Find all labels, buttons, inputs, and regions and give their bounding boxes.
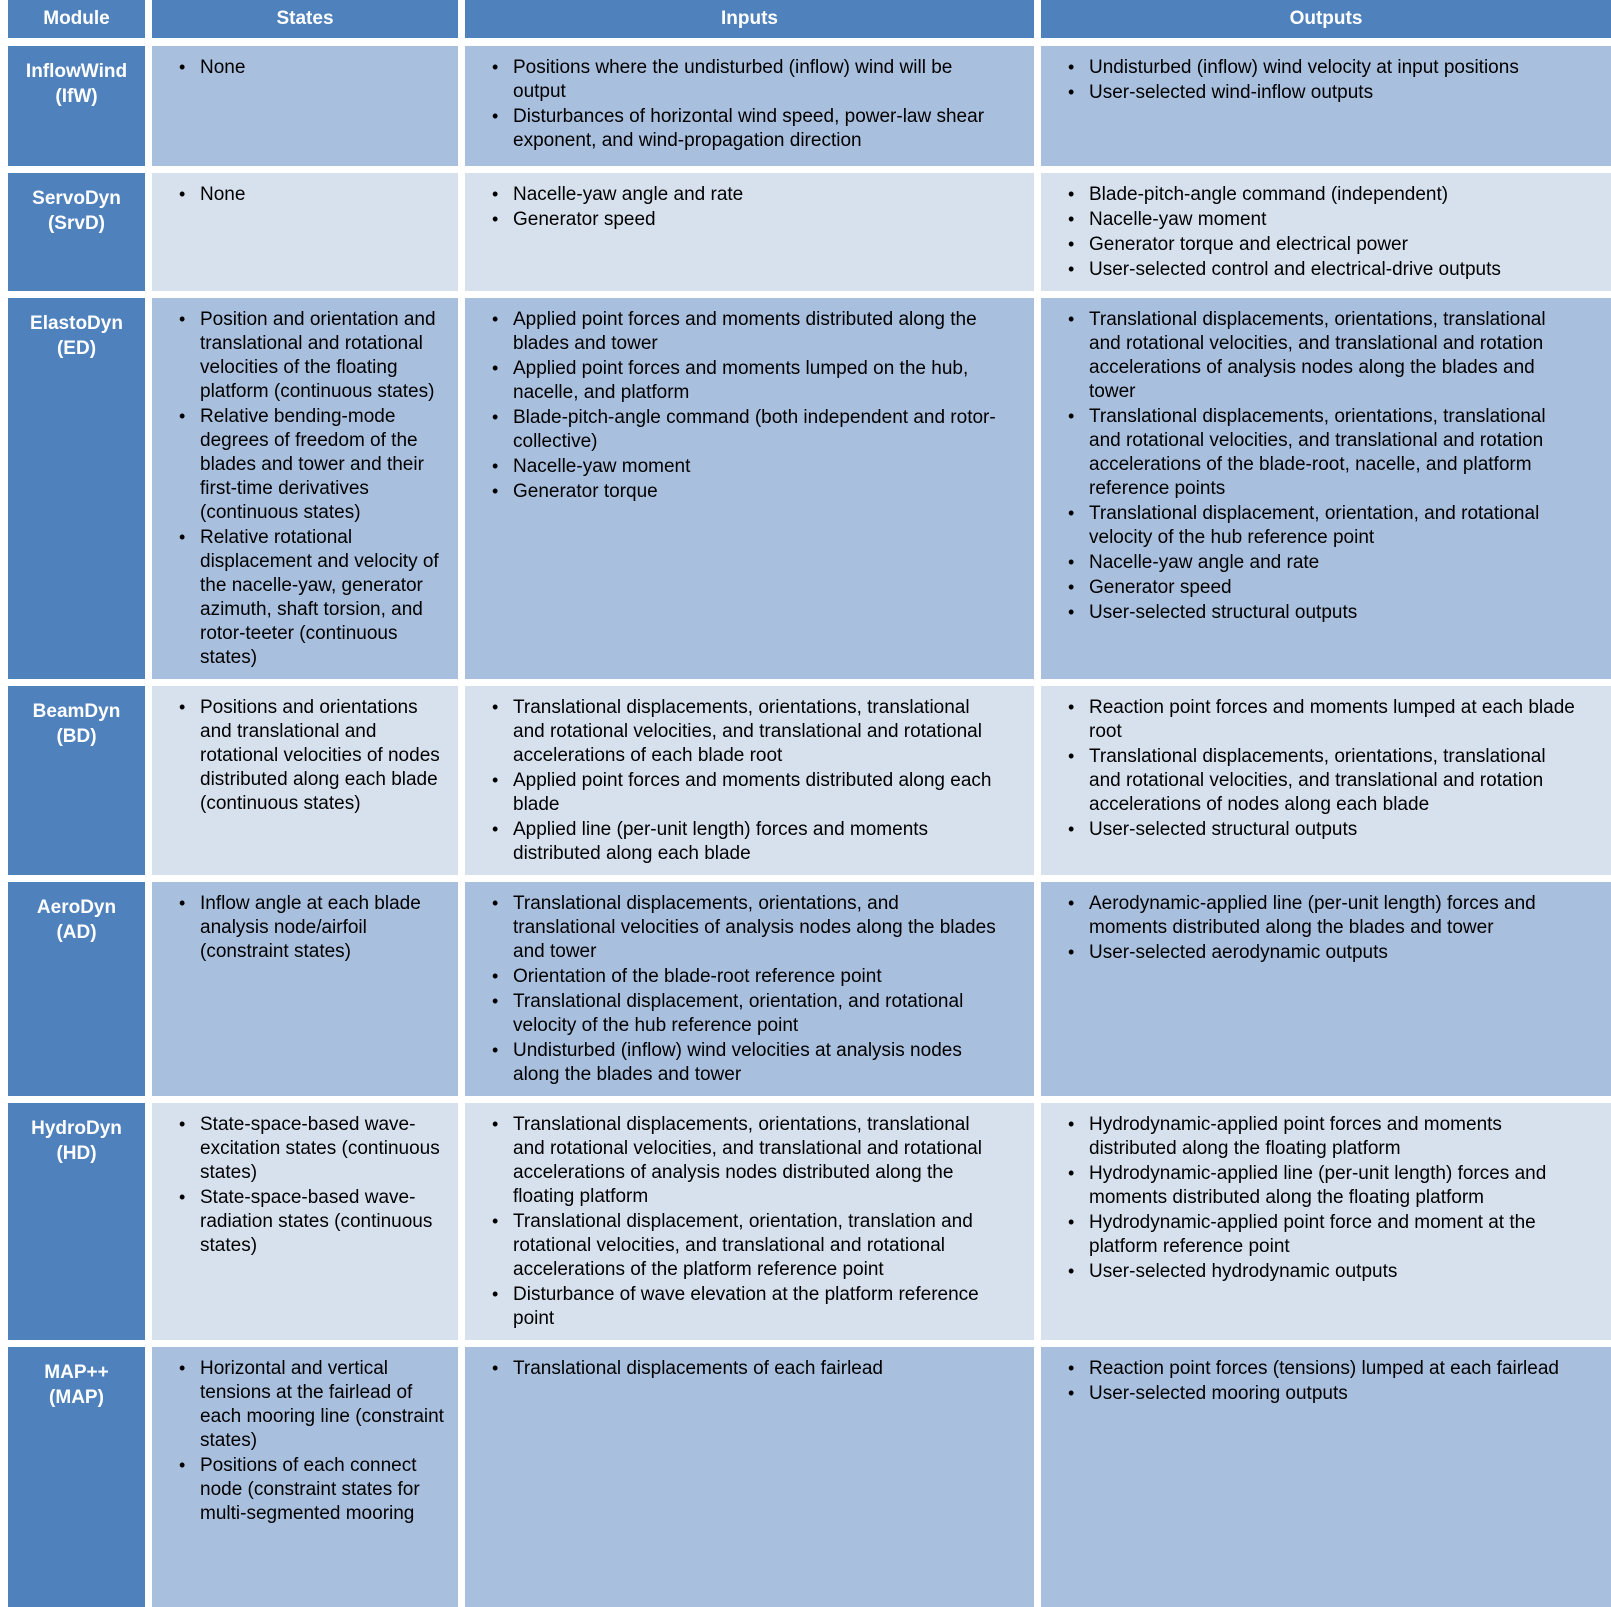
outputs-cell: [1041, 1347, 1611, 1607]
bullet-item: • Disturbance of wave elevation at the platform reference point: [485, 1283, 1004, 1331]
outputs-cell: [1041, 298, 1611, 679]
outputs-cell: [1041, 173, 1611, 291]
outputs-list: [1061, 696, 1575, 842]
bullet-item: • Applied point forces and moments distributed along the blades and tower: [485, 308, 1004, 356]
table-row: [8, 298, 1611, 679]
table-row: [8, 882, 1611, 1096]
bullet-item: • None: [172, 183, 450, 207]
bullet-item: • Reaction point forces (tensions) lumped at each fairlead: [1061, 1357, 1575, 1381]
bullet-item: • Applied point forces and moments distributed along each blade: [485, 769, 1004, 817]
outputs-list: [1061, 1357, 1575, 1406]
outputs-cell: [1041, 882, 1611, 1096]
bullet-item: • Translational displacements, orientations, and translational velocities of analysis nodes along the blades and tower: [485, 892, 1004, 964]
inputs-list: [485, 308, 1004, 504]
module-abbr: (ED): [56, 338, 97, 359]
outputs-list: [1061, 308, 1575, 625]
module-cell: [8, 46, 145, 166]
bullet-item: • Generator torque: [485, 480, 1004, 504]
bullet-item: • Hydrodynamic-applied point forces and moments distributed along the floating platform: [1061, 1113, 1575, 1161]
module-abbr: (BD): [56, 726, 97, 747]
bullet-item: • Inflow angle at each blade analysis node/airfoil (constraint states): [172, 892, 450, 964]
bullet-item: • Translational displacements, orientations, translational and rotational velocities, and translational and rotation accelerations of nodes along each blade: [1061, 745, 1575, 817]
states-list: [172, 892, 450, 964]
module-name: MAP++: [44, 1362, 109, 1383]
inputs-cell: [465, 1103, 1034, 1340]
bullet-item: • State-space-based wave-excitation states (continuous states): [172, 1113, 450, 1185]
table-body: [8, 46, 1611, 1607]
module-abbr: (HD): [56, 1143, 97, 1164]
inputs-cell: [465, 882, 1034, 1096]
outputs-list: [1061, 1113, 1575, 1284]
outputs-cell: [1041, 1103, 1611, 1340]
states-list: [172, 1357, 450, 1526]
states-cell: [152, 1347, 458, 1607]
inputs-list: [485, 1113, 1004, 1331]
bullet-item: • Translational displacements, orientations, translational and rotational velocities, and translational and rotational accelerations of each blade root: [485, 696, 1004, 768]
bullet-item: • Nacelle-yaw angle and rate: [1061, 551, 1575, 575]
bullet-item: • Relative rotational displacement and velocity of the nacelle-yaw, generator azimuth, shaft torsion, and rotor-teeter (continuous states): [172, 526, 450, 670]
bullet-item: • User-selected mooring outputs: [1061, 1382, 1575, 1406]
states-cell: [152, 686, 458, 875]
bullet-item: • Blade-pitch-angle command (independent): [1061, 183, 1575, 207]
bullet-item: • Generator speed: [485, 208, 1004, 232]
bullet-item: • Positions and orientations and translational and rotational velocities of nodes distributed along each blade (continuous states): [172, 696, 450, 816]
bullet-item: • Applied point forces and moments lumped on the hub, nacelle, and platform: [485, 357, 1004, 405]
bullet-item: • User-selected control and electrical-drive outputs: [1061, 258, 1575, 282]
module-abbr: (MAP): [49, 1387, 104, 1408]
header-cell-inputs: Inputs: [465, 0, 1034, 38]
states-list: [172, 183, 450, 207]
module-cell: [8, 1347, 145, 1607]
bullet-item: • User-selected structural outputs: [1061, 818, 1575, 842]
module-abbr: (SrvD): [47, 213, 105, 234]
bullet-item: • Generator torque and electrical power: [1061, 233, 1575, 257]
bullet-item: • Hydrodynamic-applied line (per-unit length) forces and moments distributed along the floating platform: [1061, 1162, 1575, 1210]
inputs-list: [485, 892, 1004, 1087]
header-cell-outputs: Outputs: [1041, 0, 1611, 38]
states-cell: [152, 298, 458, 679]
bullet-item: • Translational displacements, orientations, translational and rotational velocities, and translational and rotation accelerations of the blade-root, nacelle, and platform reference points: [1061, 405, 1575, 501]
module-cell: [8, 882, 145, 1096]
table-row: [8, 1347, 1611, 1607]
states-cell: [152, 173, 458, 291]
bullet-item: • Relative bending-mode degrees of freedom of the blades and tower and their first-time derivatives (continuous states): [172, 405, 450, 525]
states-cell: [152, 1103, 458, 1340]
inputs-cell: [465, 686, 1034, 875]
table-row: [8, 173, 1611, 291]
bullet-item: • User-selected hydrodynamic outputs: [1061, 1260, 1575, 1284]
table-header-row: [8, 0, 1611, 38]
bullet-item: • Nacelle-yaw angle and rate: [485, 183, 1004, 207]
outputs-cell: [1041, 686, 1611, 875]
bullet-item: • Translational displacements, orientations, translational and rotational velocities, and translational and rotation accelerations of analysis nodes along the blades and tower: [1061, 308, 1575, 404]
module-cell: [8, 173, 145, 291]
bullet-item: • User-selected structural outputs: [1061, 601, 1575, 625]
inputs-cell: [465, 298, 1034, 679]
bullet-item: • Nacelle-yaw moment: [485, 455, 1004, 479]
module-name: AeroDyn: [36, 897, 117, 918]
inputs-cell: [465, 1347, 1034, 1607]
inputs-list: [485, 1357, 1004, 1381]
states-cell: [152, 46, 458, 166]
bullet-item: • Translational displacements, orientations, translational and rotational velocities, and translational and rotational accelerations of analysis nodes distributed along the floating platform: [485, 1113, 1004, 1209]
bullet-item: • User-selected aerodynamic outputs: [1061, 941, 1575, 965]
bullet-item: • None: [172, 56, 450, 80]
module-name: ServoDyn: [32, 188, 121, 209]
states-list: [172, 696, 450, 816]
module-name: HydroDyn: [31, 1118, 122, 1139]
bullet-item: • User-selected wind-inflow outputs: [1061, 81, 1575, 105]
outputs-list: [1061, 56, 1575, 105]
bullet-item: • Nacelle-yaw moment: [1061, 208, 1575, 232]
bullet-item: • State-space-based wave-radiation states (continuous states): [172, 1186, 450, 1258]
module-abbr: (IfW): [55, 86, 98, 107]
bullet-item: • Aerodynamic-applied line (per-unit length) forces and moments distributed along the blades and tower: [1061, 892, 1575, 940]
bullet-item: • Orientation of the blade-root reference point: [485, 965, 1004, 989]
module-name: BeamDyn: [32, 701, 121, 722]
outputs-list: [1061, 183, 1575, 282]
module-cell: [8, 686, 145, 875]
inputs-cell: [465, 173, 1034, 291]
bullet-item: • Translational displacement, orientation, and rotational velocity of the hub reference point: [485, 990, 1004, 1038]
states-cell: [152, 882, 458, 1096]
bullet-item: • Undisturbed (inflow) wind velocity at input positions: [1061, 56, 1575, 80]
bullet-item: • Undisturbed (inflow) wind velocities at analysis nodes along the blades and tower: [485, 1039, 1004, 1087]
inputs-list: [485, 183, 1004, 232]
bullet-item: • Blade-pitch-angle command (both independent and rotor-collective): [485, 406, 1004, 454]
module-abbr: (AD): [56, 922, 97, 943]
module-cell: [8, 1103, 145, 1340]
module-name: InflowWind: [25, 61, 128, 82]
bullet-item: • Horizontal and vertical tensions at the fairlead of each mooring line (constraint states): [172, 1357, 450, 1453]
inputs-list: [485, 56, 1004, 153]
header-cell-states: States: [152, 0, 458, 38]
table-row: [8, 1103, 1611, 1340]
bullet-item: • Reaction point forces and moments lumped at each blade root: [1061, 696, 1575, 744]
bullet-item: • Position and orientation and translational and rotational velocities of the floating platform (continuous states): [172, 308, 450, 404]
inputs-cell: [465, 46, 1034, 166]
table-row: [8, 686, 1611, 875]
bullet-item: • Generator speed: [1061, 576, 1575, 600]
header-cell-module: Module: [8, 0, 145, 38]
bullet-item: • Translational displacements of each fairlead: [485, 1357, 1004, 1381]
outputs-list: [1061, 892, 1575, 965]
bullet-item: • Disturbances of horizontal wind speed, power-law shear exponent, and wind-propagation direction: [485, 105, 1004, 153]
states-list: [172, 308, 450, 670]
states-list: [172, 1113, 450, 1258]
module-name: ElastoDyn: [30, 313, 123, 334]
bullet-item: • Positions of each connect node (constraint states for multi-segmented mooring: [172, 1454, 450, 1526]
outputs-cell: [1041, 46, 1611, 166]
states-list: [172, 56, 450, 80]
inputs-list: [485, 696, 1004, 866]
table-row: [8, 46, 1611, 166]
module-cell: [8, 298, 145, 679]
bullet-item: • Applied line (per-unit length) forces and moments distributed along each blade: [485, 818, 1004, 866]
bullet-item: • Positions where the undisturbed (inflow) wind will be output: [485, 56, 1004, 104]
bullet-item: • Translational displacement, orientation, translation and rotational velocities, and translational and rotational accelerations of the platform reference point: [485, 1210, 1004, 1282]
bullet-item: • Hydrodynamic-applied point force and moment at the platform reference point: [1061, 1211, 1575, 1259]
bullet-item: • Translational displacement, orientation, and rotational velocity of the hub reference point: [1061, 502, 1575, 550]
